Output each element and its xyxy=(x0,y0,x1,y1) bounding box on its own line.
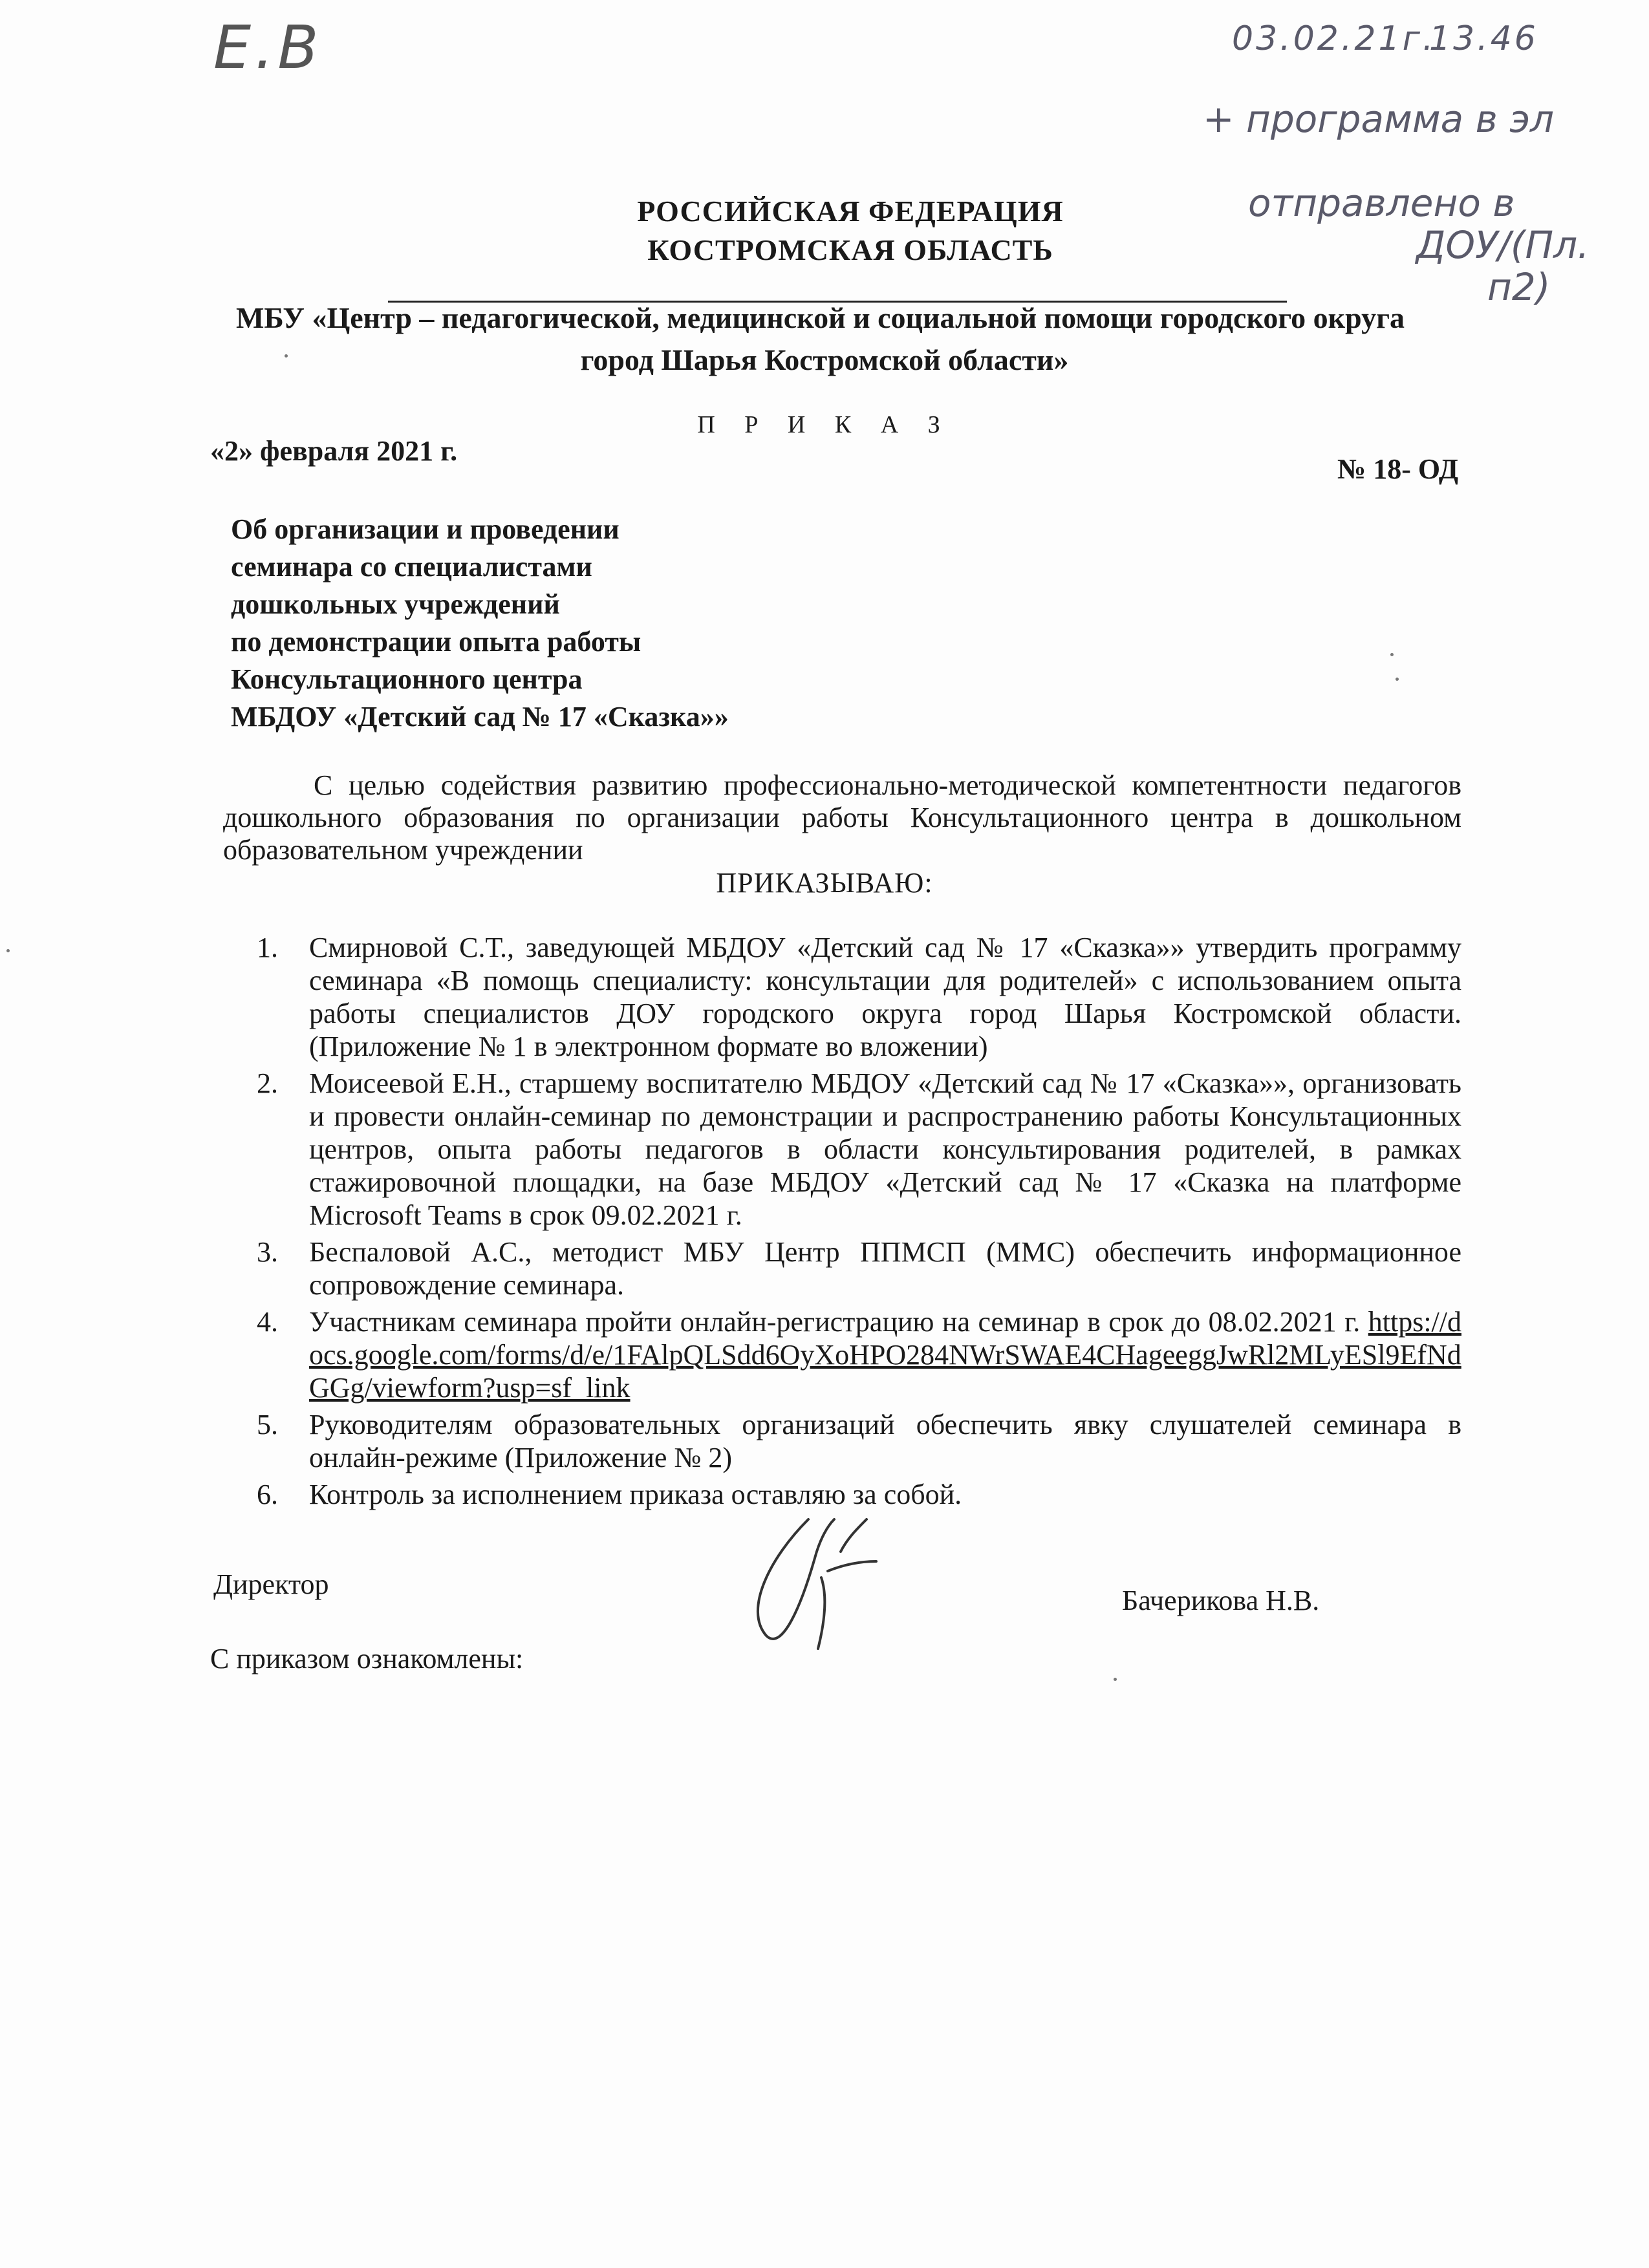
item-number: 5. xyxy=(257,1409,278,1440)
scan-speck xyxy=(1114,1678,1117,1681)
handwritten-sent-note-3: п2) xyxy=(1487,265,1551,309)
item-number: 1. xyxy=(257,932,278,963)
subject-line: семинара со специалистами xyxy=(231,551,592,583)
organization-name-line-2: город Шарья Костромской области» xyxy=(580,343,1069,376)
acquainted-label: С приказом ознакомлены: xyxy=(210,1643,524,1674)
item-number: 4. xyxy=(257,1306,278,1338)
header-country: РОССИЙСКАЯ ФЕДЕРАЦИЯ xyxy=(637,195,1064,228)
list-item xyxy=(249,1408,1461,1474)
item-text: Моисеевой Е.Н., старшему воспитателю МБДОУ «Детский сад № 17 «Сказка»», организовать и провести онлайн-семинар по демонстрации и распространению работы Консультационных центров, опыта работы педагогов в области консультирования родителей, в рамках стажировочной площадки, на базе МБДОУ «Детский сад № 17 «Сказка на платформе Microsoft Teams в срок 09.02.2021 г. xyxy=(309,1067,1461,1231)
intro-paragraph: С целью содействия развитию профессионально-методической компетентности педагогов дошкольного образования по организации работы Консультационного центра в дошкольном образовательном учреждении xyxy=(223,769,1461,866)
handwritten-time: 13.46 xyxy=(1429,19,1538,58)
item-number: 6. xyxy=(257,1479,278,1510)
list-item xyxy=(249,1236,1461,1301)
list-item xyxy=(249,1305,1461,1404)
subject-line: Об организации и проведении xyxy=(231,513,620,545)
item-number: 3. xyxy=(257,1236,278,1268)
order-title: П Р И К А З xyxy=(697,411,952,438)
header-region: КОСТРОМСКАЯ ОБЛАСТЬ xyxy=(647,233,1053,266)
handwritten-date: 03.02.21г. xyxy=(1232,19,1436,58)
item-text: Участникам семинара пройти онлайн-регистрацию на семинар в срок до 08.02.2021 г. xyxy=(309,1306,1361,1338)
item-text: Контроль за исполнением приказа оставляю за собой. xyxy=(309,1479,962,1510)
organization-name-line-1: МБУ «Центр – педагогической, медицинской и социальной помощи городского округа xyxy=(236,301,1405,334)
item-text: Смирновой С.Т., заведующей МБДОУ «Детский сад № 17 «Сказка»» утвердить программу семинара «В помощь специалисту: консультации для родителей» с использованием опыта работы специалистов ДОУ городского округа город Шарья Костромской области. (Приложение № 1 в электронном формате во вложении) xyxy=(309,932,1461,1062)
subject-line: дошкольных учреждений xyxy=(231,588,560,620)
registration-link[interactable]: https://docs.google.com/forms/d/e/1FAlpQLSdd6OyXoHPO284NWrSWAE4CHageeggJwRl2MLyESl9EfNdGGg/viewform?usp=sf_link xyxy=(309,1306,1461,1404)
director-label: Директор xyxy=(213,1568,329,1600)
list-item xyxy=(249,1067,1461,1232)
scan-speck xyxy=(6,949,10,952)
subject-line: МБДОУ «Детский сад № 17 «Сказка»» xyxy=(231,701,729,733)
director-signature xyxy=(731,1500,899,1668)
item-number: 2. xyxy=(257,1067,278,1099)
item-text: Беспаловой А.С., методист МБУ Центр ППМСП (ММС) обеспечить информационное сопровождение семинара. xyxy=(309,1236,1461,1301)
handwritten-sent-note-2: ДОУ/(Пл. xyxy=(1416,223,1590,267)
decree-heading: ПРИКАЗЫВАЮ: xyxy=(716,867,933,899)
order-items-list xyxy=(249,931,1461,1515)
handwritten-initials: Е.В xyxy=(213,13,323,82)
scan-speck xyxy=(285,354,288,358)
scan-speck xyxy=(1390,653,1394,656)
director-name: Бачерикова Н.В. xyxy=(1122,1585,1320,1616)
order-subject xyxy=(231,511,729,736)
handwritten-program-note: + программа в эл xyxy=(1203,97,1555,141)
order-date: «2» февраля 2021 г. xyxy=(210,435,458,467)
scan-speck xyxy=(1396,678,1399,681)
subject-line: по демонстрации опыта работы xyxy=(231,626,641,658)
item-text: Руководителям образовательных организаций обеспечить явку слушателей семинара в онлайн-режиме (Приложение № 2) xyxy=(309,1409,1461,1473)
list-item xyxy=(249,931,1461,1063)
order-number: № 18- ОД xyxy=(1337,453,1459,485)
handwritten-sent-note-1: отправлено в xyxy=(1248,181,1515,225)
subject-line: Консультационного центра xyxy=(231,663,583,695)
